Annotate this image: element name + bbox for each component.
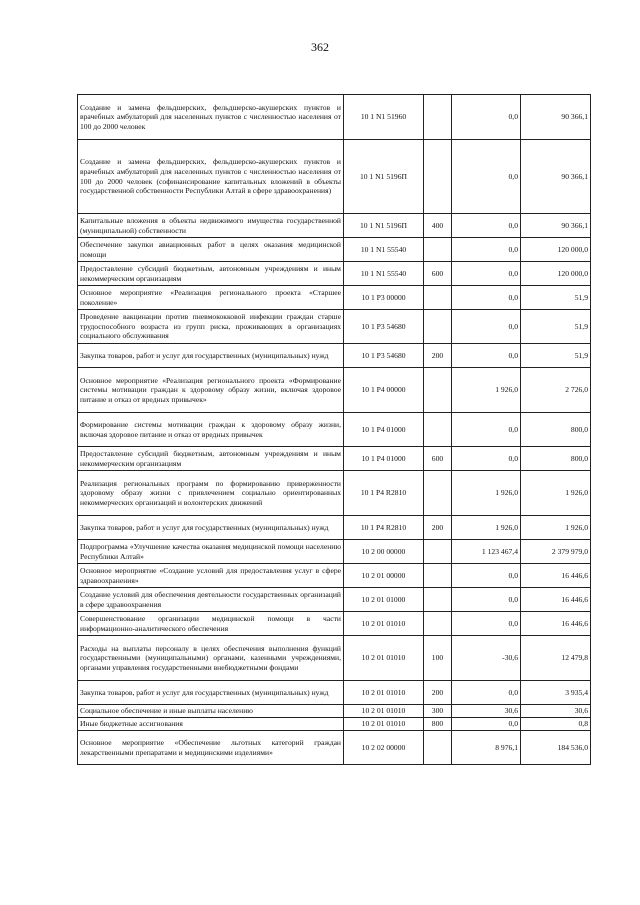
- row-amount-1-cell: 8 976,1: [452, 731, 521, 765]
- row-amount-1-cell: 30,6: [452, 705, 521, 718]
- row-expense-type-cell: 200: [424, 516, 452, 540]
- table-row: [78, 705, 591, 718]
- row-amount-1-cell: 1 926,0: [452, 516, 521, 540]
- row-name-cell: Проведение вакцинации против пневмококковой инфекции граждан старше трудоспособного возраста из групп риска, проживающих в организациях социального обслуживания: [78, 310, 344, 344]
- table-row: [78, 262, 591, 286]
- row-expense-type-cell: [424, 564, 452, 588]
- table-row: [78, 286, 591, 310]
- row-amount-1-cell: 0,0: [452, 286, 521, 310]
- table-row: [78, 447, 591, 471]
- row-amount-1-cell: 0,0: [452, 447, 521, 471]
- row-code-cell: 10 1 P4 00000: [344, 368, 424, 413]
- row-amount-1-cell: 0,0: [452, 413, 521, 447]
- row-code-cell: 10 1 N1 5196П: [344, 140, 424, 214]
- row-code-cell: 10 1 P3 54680: [344, 310, 424, 344]
- table-row: [78, 471, 591, 516]
- row-amount-2-cell: 51,9: [521, 344, 591, 368]
- budget-table: [77, 94, 591, 765]
- row-name-cell: Основное мероприятие «Обеспечение льготных категорий граждан лекарственными препаратами и медицинскими изделиями»: [78, 731, 344, 765]
- row-amount-1-cell: 0,0: [452, 718, 521, 731]
- row-amount-2-cell: 16 446,6: [521, 588, 591, 612]
- row-name-cell: Создание и замена фельдшерских, фельдшерско-акушерских пунктов и врачебных амбулаторий для населенных пунктов с численностью населения от 100 до 2000 человек (софинансирование капитальных вложений в объекты государственной собственности Республики Алтай в сфере здравоохранения): [78, 140, 344, 214]
- row-name-cell: Закупка товаров, работ и услуг для государственных (муниципальных) нужд: [78, 516, 344, 540]
- row-amount-2-cell: 16 446,6: [521, 612, 591, 636]
- row-amount-2-cell: 2 379 979,0: [521, 540, 591, 564]
- row-expense-type-cell: 200: [424, 344, 452, 368]
- row-expense-type-cell: [424, 368, 452, 413]
- table-row: [78, 140, 591, 214]
- row-name-cell: Капитальные вложения в объекты недвижимого имущества государственной (муниципальной) собственности: [78, 214, 344, 238]
- row-amount-2-cell: 12 479,8: [521, 636, 591, 681]
- row-amount-1-cell: 0,0: [452, 140, 521, 214]
- row-name-cell: Создание условий для обеспечения деятельности государственных организаций в сфере здравоохранения: [78, 588, 344, 612]
- row-expense-type-cell: [424, 612, 452, 636]
- row-amount-2-cell: 800,0: [521, 447, 591, 471]
- row-expense-type-cell: 200: [424, 681, 452, 705]
- row-name-cell: Иные бюджетные ассигнования: [78, 718, 344, 731]
- row-amount-1-cell: 1 926,0: [452, 471, 521, 516]
- row-expense-type-cell: [424, 588, 452, 612]
- row-expense-type-cell: [424, 413, 452, 447]
- row-code-cell: 10 2 01 01000: [344, 588, 424, 612]
- row-amount-2-cell: 90 366,1: [521, 214, 591, 238]
- row-amount-2-cell: 800,0: [521, 413, 591, 447]
- row-amount-2-cell: 51,9: [521, 286, 591, 310]
- row-expense-type-cell: 100: [424, 636, 452, 681]
- row-expense-type-cell: 400: [424, 214, 452, 238]
- row-amount-2-cell: 184 536,0: [521, 731, 591, 765]
- row-code-cell: 10 1 N1 55540: [344, 238, 424, 262]
- row-expense-type-cell: 600: [424, 447, 452, 471]
- table-row: [78, 214, 591, 238]
- row-expense-type-cell: 300: [424, 705, 452, 718]
- row-name-cell: Предоставление субсидий бюджетным, автономным учреждениям и иным некоммерческим организациям: [78, 262, 344, 286]
- table-row: [78, 612, 591, 636]
- row-code-cell: 10 2 01 01010: [344, 612, 424, 636]
- table-row: [78, 636, 591, 681]
- row-name-cell: Основное мероприятие «Реализация регионального проекта «Формирование системы мотивации граждан к здоровому образу жизни, включая здоровое питание и отказ от вредных привычек»: [78, 368, 344, 413]
- row-amount-2-cell: 90 366,1: [521, 95, 591, 140]
- row-amount-1-cell: 0,0: [452, 95, 521, 140]
- table-row: [78, 95, 591, 140]
- row-amount-1-cell: 0,0: [452, 262, 521, 286]
- row-amount-1-cell: 0,0: [452, 612, 521, 636]
- row-name-cell: Предоставление субсидий бюджетным, автономным учреждениям и иным некоммерческим организациям: [78, 447, 344, 471]
- row-code-cell: 10 1 P4 R2810: [344, 471, 424, 516]
- row-amount-2-cell: 3 935,4: [521, 681, 591, 705]
- row-expense-type-cell: 800: [424, 718, 452, 731]
- row-name-cell: Расходы на выплаты персоналу в целях обеспечения выполнения функций государственными (муниципальными) органами, казенными учреждениями, органами управления государственными внебюджетными фондами: [78, 636, 344, 681]
- row-amount-2-cell: 30,6: [521, 705, 591, 718]
- page-number: 362: [311, 40, 329, 54]
- row-name-cell: Совершенствование организации медицинской помощи в части информационно-аналитического обеспечения: [78, 612, 344, 636]
- row-code-cell: 10 1 P4 R2810: [344, 516, 424, 540]
- row-name-cell: Основное мероприятие «Создание условий для предоставления услуг в сфере здравоохранения»: [78, 564, 344, 588]
- row-expense-type-cell: [424, 540, 452, 564]
- row-name-cell: Обеспечение закупки авиационных работ в целях оказания медицинской помощи: [78, 238, 344, 262]
- row-amount-2-cell: 1 926,0: [521, 471, 591, 516]
- row-expense-type-cell: 600: [424, 262, 452, 286]
- row-code-cell: 10 2 01 01010: [344, 705, 424, 718]
- row-amount-2-cell: 90 366,1: [521, 140, 591, 214]
- row-amount-2-cell: 2 726,0: [521, 368, 591, 413]
- row-expense-type-cell: [424, 731, 452, 765]
- table-row: [78, 413, 591, 447]
- row-name-cell: Основное мероприятие «Реализация регионального проекта «Старшее поколение»: [78, 286, 344, 310]
- row-code-cell: 10 1 P4 01000: [344, 447, 424, 471]
- table-row: [78, 238, 591, 262]
- row-code-cell: 10 1 P3 54680: [344, 344, 424, 368]
- row-expense-type-cell: [424, 310, 452, 344]
- row-code-cell: 10 2 01 00000: [344, 564, 424, 588]
- row-name-cell: Закупка товаров, работ и услуг для государственных (муниципальных) нужд: [78, 344, 344, 368]
- row-amount-2-cell: 16 446,6: [521, 564, 591, 588]
- row-name-cell: Формирование системы мотивации граждан к здоровому образу жизни, включая здоровое питание и отказ от вредных привычек: [78, 413, 344, 447]
- row-name-cell: Реализация региональных программ по формированию приверженности здоровому образу жизни с привлечением социально ориентированных некоммерческих организаций и волонтерских движений: [78, 471, 344, 516]
- row-name-cell: Подпрограмма «Улучшение качества оказания медицинской помощи населению Республики Алтай»: [78, 540, 344, 564]
- row-expense-type-cell: [424, 471, 452, 516]
- row-amount-1-cell: 1 123 467,4: [452, 540, 521, 564]
- row-code-cell: 10 2 01 01010: [344, 718, 424, 731]
- budget-table-body: [78, 95, 591, 765]
- row-name-cell: Социальное обеспечение и иные выплаты населению: [78, 705, 344, 718]
- table-row: [78, 540, 591, 564]
- row-amount-1-cell: 1 926,0: [452, 368, 521, 413]
- row-amount-1-cell: 0,0: [452, 344, 521, 368]
- row-code-cell: 10 1 P4 01000: [344, 413, 424, 447]
- row-amount-2-cell: 120 000,0: [521, 238, 591, 262]
- row-amount-1-cell: 0,0: [452, 564, 521, 588]
- row-code-cell: 10 2 00 00000: [344, 540, 424, 564]
- row-amount-1-cell: 0,0: [452, 214, 521, 238]
- table-row: [78, 516, 591, 540]
- table-row: [78, 368, 591, 413]
- row-code-cell: 10 2 02 00000: [344, 731, 424, 765]
- table-row: [78, 564, 591, 588]
- table-row: [78, 681, 591, 705]
- row-amount-1-cell: 0,0: [452, 238, 521, 262]
- row-code-cell: 10 1 P3 00000: [344, 286, 424, 310]
- row-amount-2-cell: 51,9: [521, 310, 591, 344]
- row-code-cell: 10 2 01 01010: [344, 636, 424, 681]
- row-amount-1-cell: 0,0: [452, 310, 521, 344]
- row-expense-type-cell: [424, 95, 452, 140]
- row-name-cell: Создание и замена фельдшерских, фельдшерско-акушерских пунктов и врачебных амбулаторий для населенных пунктов с численностью населения от 100 до 2000 человек: [78, 95, 344, 140]
- row-amount-1-cell: -30,6: [452, 636, 521, 681]
- row-amount-2-cell: 1 926,0: [521, 516, 591, 540]
- row-expense-type-cell: [424, 140, 452, 214]
- row-code-cell: 10 1 N1 51960: [344, 95, 424, 140]
- table-row: [78, 344, 591, 368]
- row-name-cell: Закупка товаров, работ и услуг для государственных (муниципальных) нужд: [78, 681, 344, 705]
- row-code-cell: 10 1 N1 5196П: [344, 214, 424, 238]
- table-row: [78, 588, 591, 612]
- row-expense-type-cell: [424, 238, 452, 262]
- row-expense-type-cell: [424, 286, 452, 310]
- table-row: [78, 310, 591, 344]
- row-amount-2-cell: 0,8: [521, 718, 591, 731]
- row-code-cell: 10 2 01 01010: [344, 681, 424, 705]
- table-row: [78, 718, 591, 731]
- table-row: [78, 731, 591, 765]
- row-code-cell: 10 1 N1 55540: [344, 262, 424, 286]
- row-amount-1-cell: 0,0: [452, 588, 521, 612]
- row-amount-2-cell: 120 000,0: [521, 262, 591, 286]
- row-amount-1-cell: 0,0: [452, 681, 521, 705]
